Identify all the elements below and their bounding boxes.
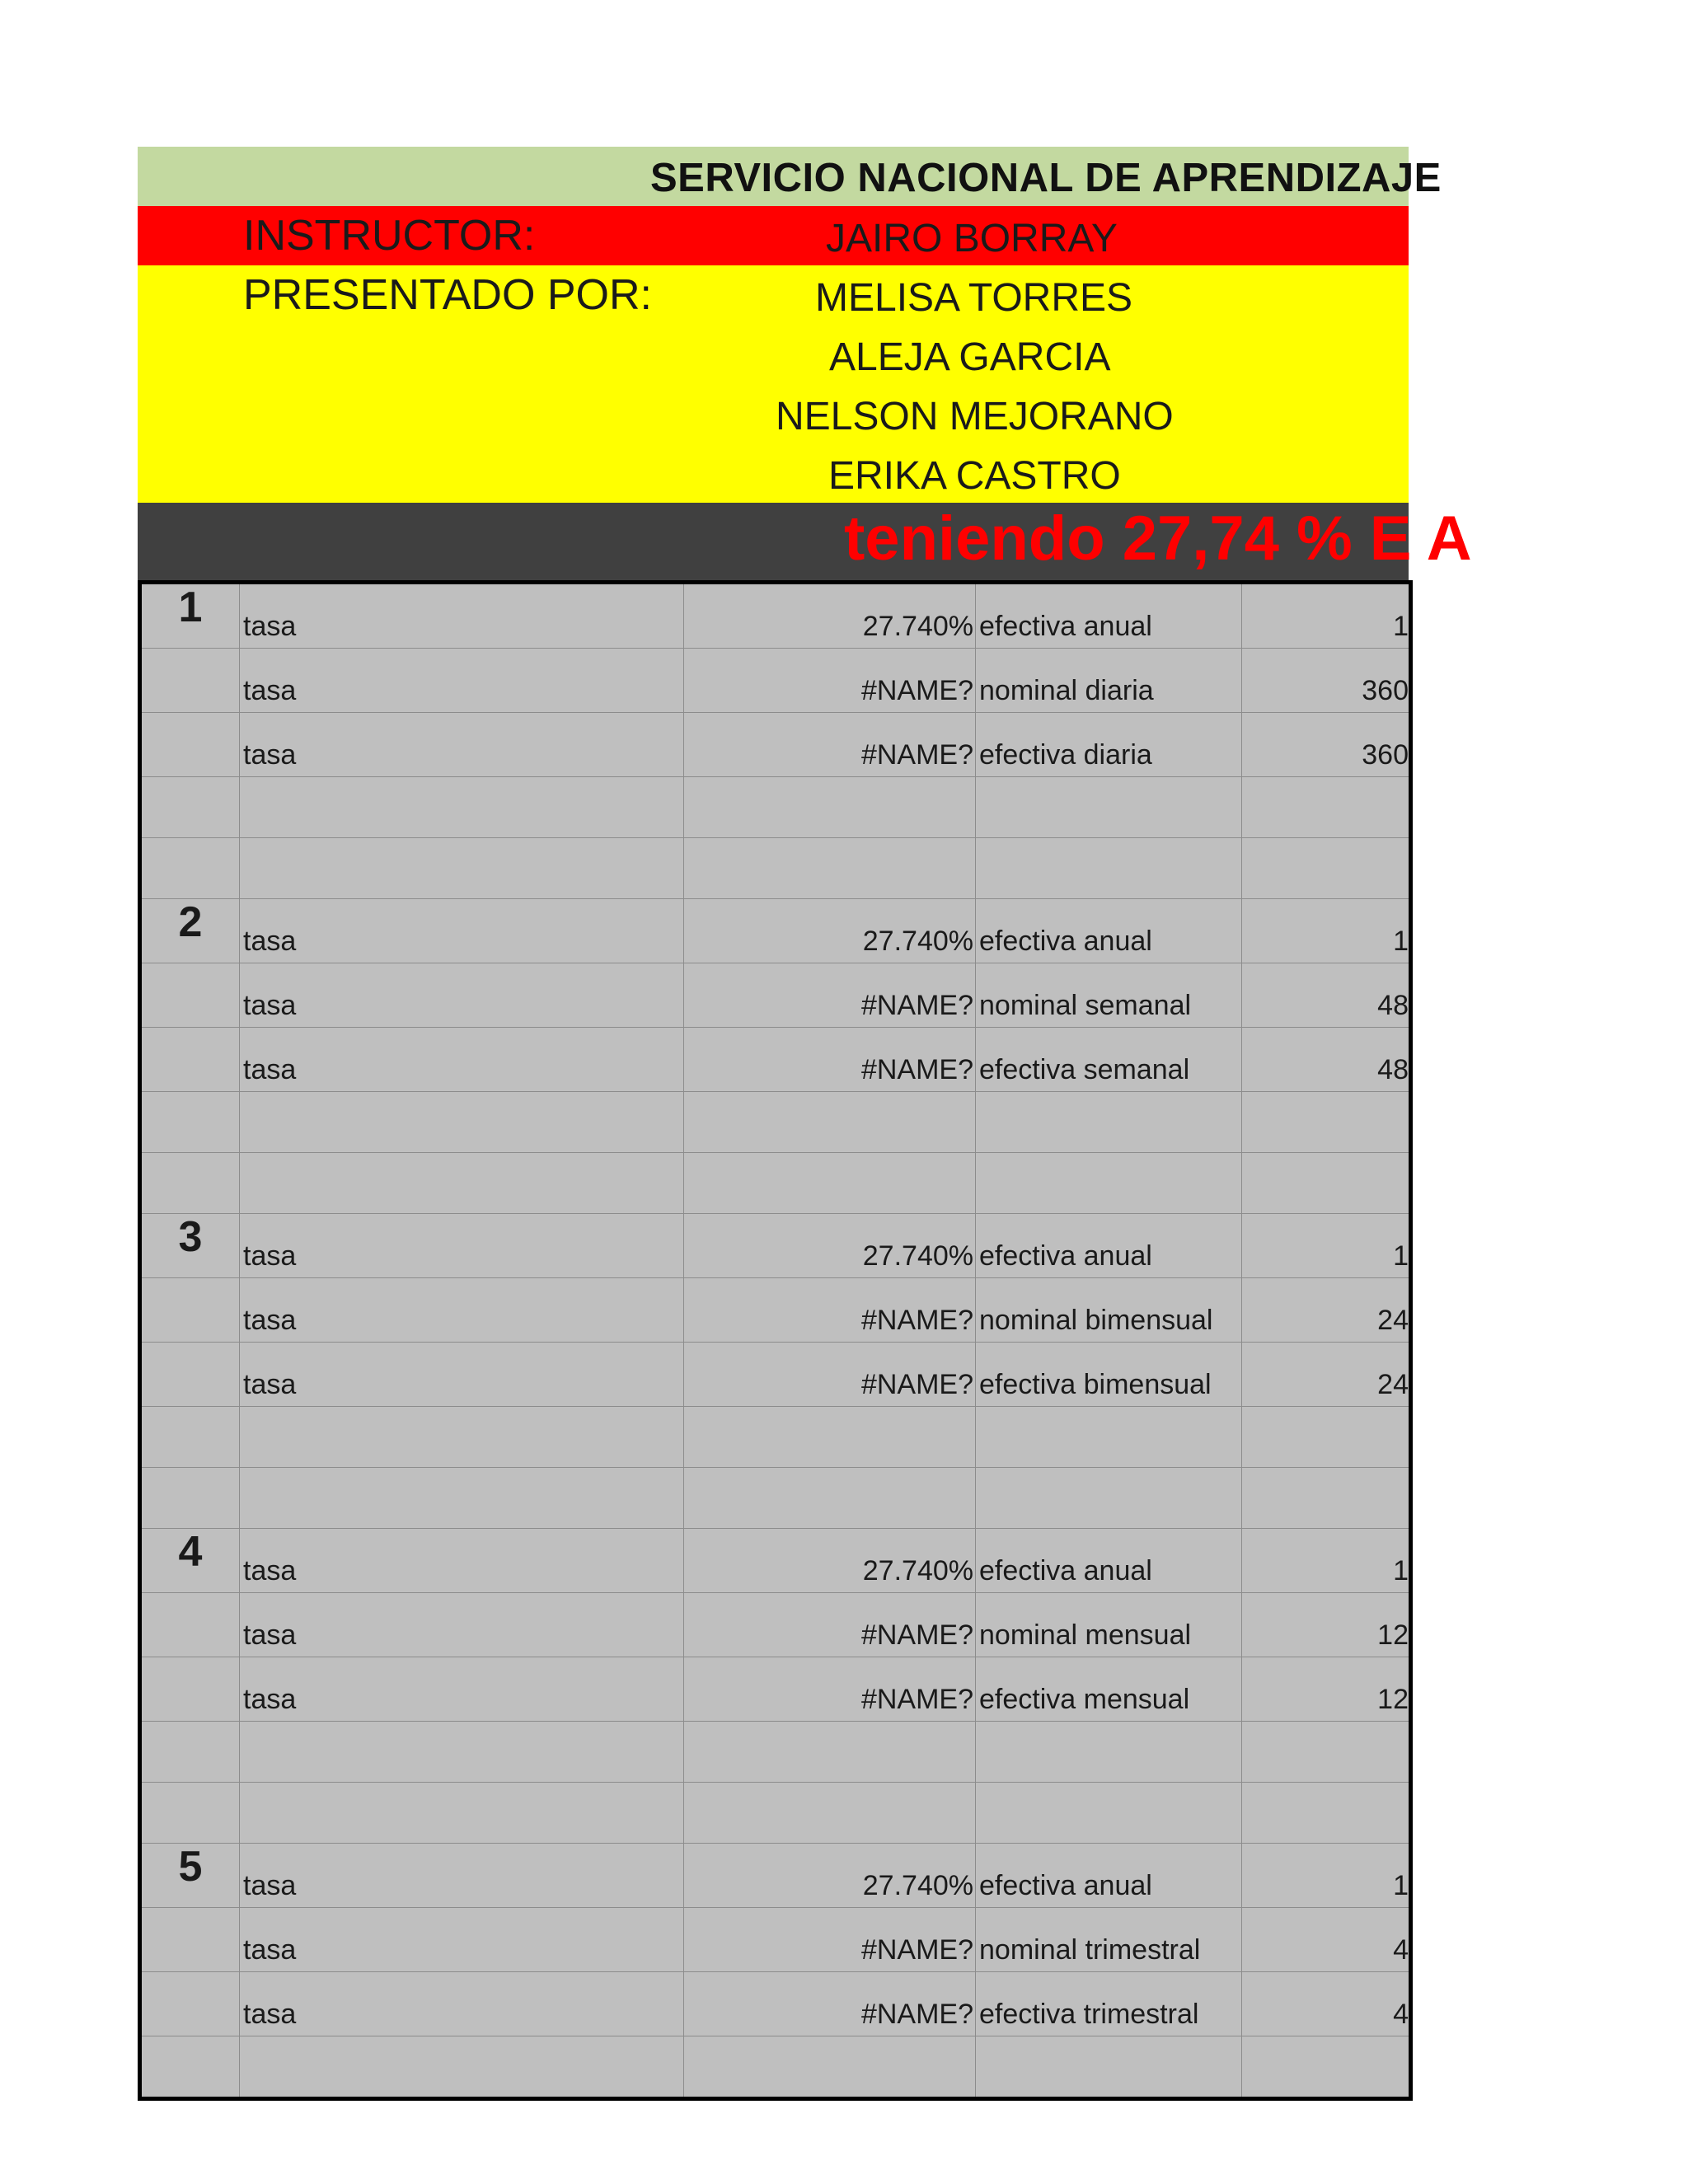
empty-cell[interactable] [684,838,976,899]
table-row [140,1407,1411,1468]
rate-label: tasa [243,739,297,771]
rate-label: tasa [243,1934,297,1966]
empty-cell[interactable] [140,1407,240,1468]
rate-periods: 4 [1393,1934,1409,1966]
rate-periods: 48 [1377,1054,1409,1085]
empty-cell[interactable] [684,2036,976,2099]
value-cell[interactable] [684,1972,976,2036]
value-cell[interactable] [684,1028,976,1092]
empty-cell[interactable] [240,1783,684,1844]
empty-cell[interactable] [140,1092,240,1153]
rate-value: #NAME? [860,1684,973,1715]
table-row [140,583,1411,649]
rate-periods: 24 [1377,1305,1409,1336]
label-cell[interactable] [240,1529,684,1593]
title-band[interactable] [138,147,1442,206]
rate-value: #NAME? [860,1054,973,1085]
empty-cell[interactable] [140,1278,240,1343]
description-cell[interactable] [976,713,1242,777]
periods-cell[interactable] [1242,1593,1411,1657]
empty-cell[interactable] [976,2036,1242,2099]
rate-label: tasa [243,990,297,1021]
description-cell[interactable] [976,1278,1242,1343]
empty-cell[interactable] [1242,1092,1411,1153]
table-row [140,1722,1411,1783]
empty-cell[interactable] [1242,1153,1411,1214]
empty-cell[interactable] [140,1908,240,1972]
value-cell[interactable] [684,1908,976,1972]
table-row [140,1214,1411,1278]
presenter-name: NELSON MEJORANO [776,395,1174,438]
rate-label: tasa [243,1369,297,1400]
value-cell[interactable] [684,1657,976,1722]
empty-cell[interactable] [976,1092,1242,1153]
presented-by-label: PRESENTADO POR: [243,271,653,319]
rate-periods: 1 [1393,926,1409,957]
rate-periods: 24 [1377,1369,1409,1400]
presenters-band[interactable] [138,265,1409,503]
rate-label: tasa [243,1305,297,1336]
empty-cell[interactable] [684,1468,976,1529]
label-cell[interactable] [240,1593,684,1657]
empty-cell[interactable] [1242,1722,1411,1783]
empty-cell[interactable] [140,2036,240,2099]
table-row [140,899,1411,963]
empty-cell[interactable] [140,1028,240,1092]
table-row [140,963,1411,1028]
rate-value: 27.740% [862,926,973,957]
description-cell[interactable] [976,1214,1242,1278]
value-cell[interactable] [684,1214,976,1278]
section-number-cell[interactable] [140,1529,240,1593]
empty-cell[interactable] [140,1468,240,1529]
empty-cell[interactable] [1242,777,1411,838]
presenter-name: ALEJA GARCIA [829,335,1111,379]
label-cell[interactable] [240,583,684,649]
empty-cell[interactable] [976,1468,1242,1529]
value-cell[interactable] [684,713,976,777]
periods-cell[interactable] [1242,1844,1411,1908]
value-cell[interactable] [684,1343,976,1407]
section-number-cell[interactable] [140,899,240,963]
instructor-label: INSTRUCTOR: [243,212,536,260]
periods-cell[interactable] [1242,649,1411,713]
periods-cell[interactable] [1242,583,1411,649]
rate-value: #NAME? [860,675,973,706]
rate-periods: 360 [1362,675,1409,706]
empty-cell[interactable] [140,713,240,777]
rate-periods: 12 [1377,1619,1409,1651]
section-number: 2 [178,898,203,946]
periods-cell[interactable] [1242,1028,1411,1092]
empty-cell[interactable] [140,777,240,838]
description-cell[interactable] [976,1844,1242,1908]
rate-label: tasa [243,926,297,957]
empty-cell[interactable] [240,1722,684,1783]
label-cell[interactable] [240,1972,684,2036]
label-cell[interactable] [240,649,684,713]
rate-label: tasa [243,1684,297,1715]
section-number-cell[interactable] [140,583,240,649]
rate-description: efectiva mensual [979,1684,1190,1715]
empty-cell[interactable] [240,1468,684,1529]
section-number: 3 [178,1213,203,1261]
spreadsheet [138,147,1472,2101]
rate-description: efectiva bimensual [979,1369,1212,1400]
value-cell[interactable] [684,1529,976,1593]
table-row [140,2036,1411,2099]
rate-value: #NAME? [860,1934,973,1966]
empty-cell[interactable] [976,1153,1242,1214]
rate-description: efectiva anual [979,1870,1152,1901]
table-row [140,1783,1411,1844]
rate-periods: 12 [1377,1684,1409,1715]
sheet-title: SERVICIO NACIONAL DE APRENDIZAJE [650,156,1442,200]
table-row [140,1657,1411,1722]
table-row [140,1028,1411,1092]
rate-description: efectiva anual [979,1240,1152,1272]
empty-cell[interactable] [140,838,240,899]
rate-periods: 360 [1362,739,1409,771]
value-cell[interactable] [684,1593,976,1657]
periods-cell[interactable] [1242,1214,1411,1278]
section-number-cell[interactable] [140,1214,240,1278]
rate-periods: 1 [1393,1555,1409,1586]
periods-cell[interactable] [1242,899,1411,963]
rate-value: #NAME? [860,1999,973,2030]
table-row [140,1593,1411,1657]
periods-cell[interactable] [1242,1908,1411,1972]
presenter-name: ERIKA CASTRO [828,454,1121,498]
rate-description: nominal semanal [979,990,1192,1021]
label-cell[interactable] [240,713,684,777]
label-cell[interactable] [240,1343,684,1407]
rate-description: nominal diaria [979,675,1154,706]
value-cell[interactable] [684,649,976,713]
description-cell[interactable] [976,1908,1242,1972]
value-cell[interactable] [684,1844,976,1908]
rate-label: tasa [243,1054,297,1085]
empty-cell[interactable] [140,1153,240,1214]
empty-cell[interactable] [140,1343,240,1407]
empty-cell[interactable] [140,1722,240,1783]
description-cell[interactable] [976,649,1242,713]
table-row [140,1972,1411,2036]
instructor-name: JAIRO BORRAY [826,217,1118,260]
rate-subtitle: teniendo 27,74 % E A [844,504,1472,574]
rate-label: tasa [243,1619,297,1651]
rate-label: tasa [243,1555,297,1586]
label-cell[interactable] [240,899,684,963]
rate-periods: 1 [1393,611,1409,642]
empty-cell[interactable] [140,1783,240,1844]
description-cell[interactable] [976,899,1242,963]
rate-label: tasa [243,675,297,706]
rate-description: efectiva diaria [979,739,1152,771]
periods-cell[interactable] [1242,1529,1411,1593]
empty-cell[interactable] [140,1593,240,1657]
rate-description: efectiva anual [979,1555,1152,1586]
section-number: 5 [178,1843,203,1891]
description-cell[interactable] [976,1972,1242,2036]
rate-label: tasa [243,1870,297,1901]
value-cell[interactable] [684,583,976,649]
description-cell[interactable] [976,963,1242,1028]
periods-cell[interactable] [1242,1657,1411,1722]
table-row [140,1092,1411,1153]
rate-value: 27.740% [862,1870,973,1901]
empty-cell[interactable] [1242,1407,1411,1468]
rate-description: nominal bimensual [979,1305,1213,1336]
section-number: 1 [178,583,203,631]
rate-value: #NAME? [860,739,973,771]
table-row [140,713,1411,777]
empty-cell[interactable] [684,1092,976,1153]
description-cell[interactable] [976,1343,1242,1407]
periods-cell[interactable] [1242,1972,1411,2036]
empty-cell[interactable] [684,1783,976,1844]
periods-cell[interactable] [1242,713,1411,777]
table-row [140,777,1411,838]
empty-cell[interactable] [240,2036,684,2099]
rate-description: efectiva anual [979,926,1152,957]
rates-table [138,580,1413,2101]
label-cell[interactable] [240,1214,684,1278]
rate-value: 27.740% [862,611,973,642]
value-cell[interactable] [684,963,976,1028]
empty-cell[interactable] [140,1657,240,1722]
description-cell[interactable] [976,1657,1242,1722]
empty-cell[interactable] [140,963,240,1028]
rate-periods: 1 [1393,1240,1409,1272]
rate-description: efectiva anual [979,611,1152,642]
table-row [140,1468,1411,1529]
label-cell[interactable] [240,1844,684,1908]
section-number-cell[interactable] [140,1844,240,1908]
empty-cell[interactable] [240,777,684,838]
presenter-name: MELISA TORRES [815,276,1133,320]
rate-value: #NAME? [860,1369,973,1400]
subtitle-band[interactable] [138,503,1472,580]
rate-description: nominal trimestral [979,1934,1201,1966]
rate-label: tasa [243,1999,297,2030]
rate-periods: 48 [1377,990,1409,1021]
label-cell[interactable] [240,1278,684,1343]
rate-description: efectiva semanal [979,1054,1190,1085]
empty-cell[interactable] [1242,838,1411,899]
description-cell[interactable] [976,1529,1242,1593]
table-row [140,649,1411,713]
rate-value: #NAME? [860,1619,973,1651]
empty-cell[interactable] [1242,1468,1411,1529]
empty-cell[interactable] [976,1783,1242,1844]
description-cell[interactable] [976,1593,1242,1657]
table-row [140,1908,1411,1972]
label-cell[interactable] [240,963,684,1028]
description-cell[interactable] [976,583,1242,649]
table-row [140,1529,1411,1593]
empty-cell[interactable] [684,1722,976,1783]
empty-cell[interactable] [240,1153,684,1214]
label-cell[interactable] [240,1028,684,1092]
empty-cell[interactable] [976,1407,1242,1468]
table-row [140,1153,1411,1214]
rate-label: tasa [243,1240,297,1272]
empty-cell[interactable] [976,838,1242,899]
rate-value: #NAME? [860,990,973,1021]
value-cell[interactable] [684,899,976,963]
empty-cell[interactable] [684,1407,976,1468]
rate-label: tasa [243,611,297,642]
periods-cell[interactable] [1242,1278,1411,1343]
rate-value: #NAME? [860,1305,973,1336]
empty-cell[interactable] [976,1722,1242,1783]
empty-cell[interactable] [684,1153,976,1214]
empty-cell[interactable] [1242,1783,1411,1844]
description-cell[interactable] [976,1028,1242,1092]
rate-periods: 4 [1393,1999,1409,2030]
table-row [140,1278,1411,1343]
table-row [140,1844,1411,1908]
table-row [140,1343,1411,1407]
empty-cell[interactable] [976,777,1242,838]
empty-cell[interactable] [240,838,684,899]
empty-cell[interactable] [240,1407,684,1468]
table-row [140,838,1411,899]
empty-cell[interactable] [240,1092,684,1153]
empty-cell[interactable] [140,649,240,713]
rate-value: 27.740% [862,1555,973,1586]
rate-description: nominal mensual [979,1619,1192,1651]
label-cell[interactable] [240,1657,684,1722]
empty-cell[interactable] [1242,2036,1411,2099]
empty-cell[interactable] [684,777,976,838]
section-number: 4 [178,1528,203,1576]
periods-cell[interactable] [1242,1343,1411,1407]
periods-cell[interactable] [1242,963,1411,1028]
rate-periods: 1 [1393,1870,1409,1901]
rate-description: efectiva trimestral [979,1999,1199,2030]
instructor-band[interactable] [138,206,1409,265]
label-cell[interactable] [240,1908,684,1972]
empty-cell[interactable] [140,1972,240,2036]
value-cell[interactable] [684,1278,976,1343]
rate-value: 27.740% [862,1240,973,1272]
